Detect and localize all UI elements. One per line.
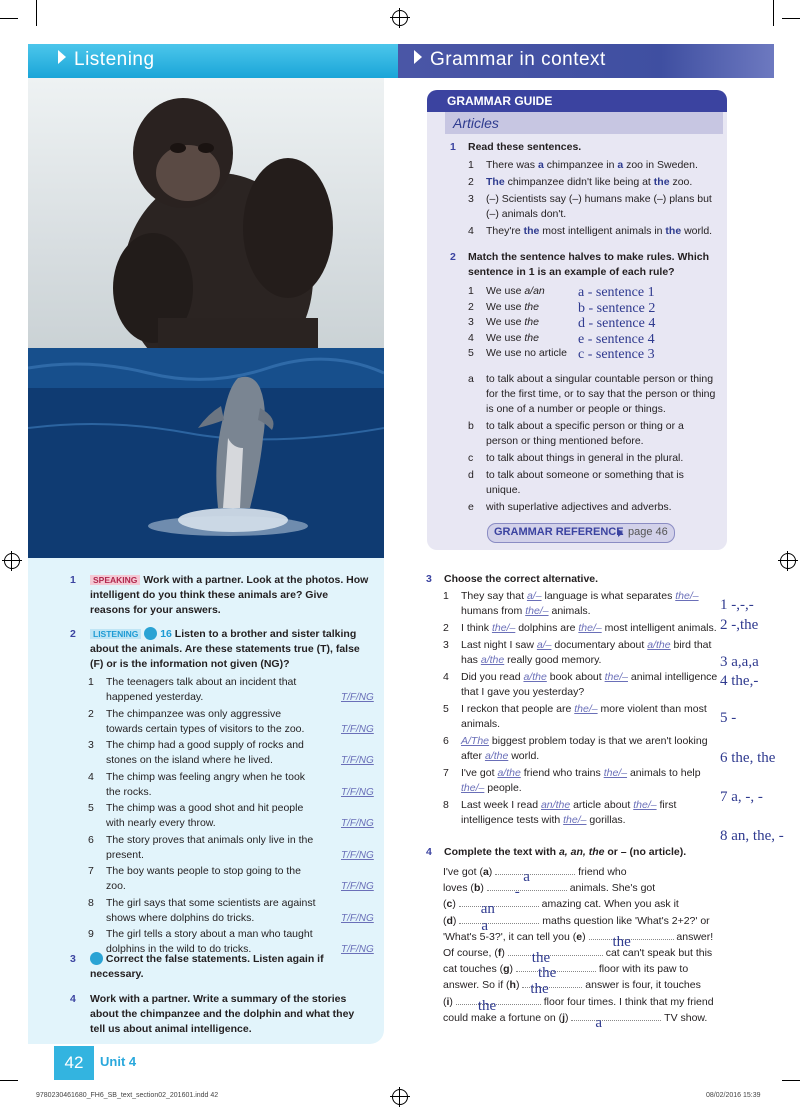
registration-mark-icon	[780, 553, 796, 569]
guide-q1-sentences	[468, 158, 723, 241]
item-number: 6	[443, 735, 449, 747]
arrow-right-icon	[618, 529, 623, 537]
rule-half-article: the	[524, 316, 539, 328]
rule-letter: c	[468, 452, 474, 464]
guide-sentence	[468, 175, 723, 190]
rule-half-text: We use	[486, 285, 525, 297]
rule-half-text: We use no article	[486, 347, 567, 359]
arrow-right-icon	[58, 50, 66, 64]
registration-mark-icon	[392, 10, 408, 26]
audio-track-icon[interactable]	[90, 952, 103, 965]
page-number: 42	[54, 1046, 94, 1080]
item-number: 5	[468, 347, 474, 359]
listening-header	[28, 44, 398, 78]
answer-i[interactable]: the	[477, 997, 497, 1014]
tfng-choice[interactable]: T/F/NG	[341, 723, 374, 735]
statement-text: The boy wants people to stop going to the zoo.	[106, 865, 301, 892]
rule-half	[468, 331, 723, 347]
animal-photo	[28, 78, 384, 558]
item-number: 3	[468, 316, 474, 328]
choice-text: They say that a/– language is what separates the/– humans from the/– animals.	[461, 590, 699, 617]
guide-sentence	[468, 224, 723, 239]
rule-half	[468, 346, 723, 362]
crop-mark	[773, 0, 774, 26]
statement-text: The girl tells a story about a man who taught dolphins in the wild to do tricks.	[106, 928, 313, 955]
choice-text: Last night I saw a/– documentary about a/the bird that has a/the really good memory.	[461, 639, 712, 666]
handwritten-answer: 4 the,-	[720, 673, 759, 689]
registration-mark-icon	[392, 1089, 408, 1105]
rule-letter: b	[468, 420, 474, 432]
statement-text: The chimpanzee was only aggressive towards certain types of visitors to the zoo.	[106, 707, 305, 735]
rule-text: to talk about someone or something that is unique.	[486, 469, 684, 496]
handwritten-answer: d - sentence 4	[578, 316, 656, 331]
crop-mark	[0, 18, 18, 19]
guide-sentence	[468, 192, 723, 222]
answer-d[interactable]: a	[481, 917, 489, 934]
crop-mark	[0, 1080, 18, 1081]
guide-q1: 1 Read these sentences.	[450, 141, 582, 153]
guide-sentence	[468, 158, 723, 173]
item-number: 1	[88, 676, 94, 688]
sentence-text: The chimpanzee didn't like being at the zoo.	[486, 176, 693, 188]
item-number: 3	[468, 193, 474, 205]
handwritten-answer: 6 the, the	[720, 750, 776, 766]
statement-item	[88, 833, 374, 863]
sentence-text: (–) Scientists say (–) humans make (–) plans but (–) animals don't.	[486, 193, 712, 220]
answer-h[interactable]: the	[530, 981, 549, 998]
rule-item	[468, 419, 718, 449]
rule-half-article: the	[524, 300, 539, 313]
handwritten-answer: e - sentence 4	[578, 331, 655, 347]
print-date: 08/02/2016 15:39	[706, 1092, 761, 1099]
rule-half-text: We use	[486, 316, 525, 328]
item-number: 4	[88, 770, 94, 783]
statement-text: The girl says that some scientists are against shows where dolphins do tricks.	[106, 896, 316, 924]
item-number: 2	[468, 300, 474, 313]
rule-item	[468, 372, 718, 417]
listening-title: Listening	[74, 49, 155, 70]
item-number: 5	[88, 802, 94, 814]
statement-text: The chimp was feeling angry when he took the rocks.	[106, 770, 306, 798]
right-q3: 3 Choose the correct alternative.	[426, 573, 599, 585]
choose-alternative-list	[443, 589, 723, 830]
audio-track-icon[interactable]	[144, 627, 157, 640]
handwritten-answer: 7 a, -, -	[720, 789, 763, 805]
tfng-choice[interactable]: T/F/NG	[341, 912, 374, 924]
item-number: 9	[88, 928, 94, 940]
choice-sentence	[443, 670, 726, 700]
choice-sentence	[443, 621, 726, 636]
answer-e[interactable]: the	[612, 933, 631, 950]
guide-q2-halves	[468, 284, 723, 362]
item-number: 7	[443, 767, 449, 779]
item-number: 8	[88, 896, 94, 909]
guide-q2-rules	[468, 372, 718, 517]
right-q4: 4 Complete the text with a, an, the or – (no article).	[426, 846, 687, 858]
crop-mark	[782, 18, 800, 19]
choice-sentence	[443, 798, 726, 828]
article-highlight: a	[537, 159, 544, 171]
tfng-choice[interactable]: T/F/NG	[341, 944, 374, 955]
item-number: 3	[443, 639, 449, 651]
rule-half-text: We use	[486, 331, 525, 344]
statement-text: The chimp was a good shot and hit people with nearly every throw.	[106, 802, 304, 829]
answer-b[interactable]: -	[514, 884, 520, 901]
rule-item	[468, 500, 718, 515]
statement-item	[88, 801, 374, 831]
handwritten-answer: a - sentence 1	[578, 285, 655, 300]
grammar-title: Grammar in context	[430, 49, 606, 70]
sentence-text: They're the most intelligent animals in the world.	[486, 225, 713, 237]
choice-sentence	[443, 638, 726, 668]
item-number: 2	[88, 707, 94, 720]
rule-half	[468, 284, 723, 300]
choice-sentence	[443, 702, 726, 732]
item-number: 4	[443, 671, 449, 683]
item-number: 1	[468, 159, 474, 171]
statement-text: The chimp had a good supply of rocks and stones on the island where he lived.	[106, 739, 304, 766]
article-highlight: The	[486, 176, 505, 188]
true-false-list	[88, 675, 378, 959]
statement-item	[88, 738, 374, 768]
registration-mark-icon	[4, 553, 20, 569]
left-q2: 2 LISTENING 16 Listen to a brother and sister talking about the animals. Are these statements true (T), false (F) or is the information not given (NG)?	[70, 628, 360, 670]
item-number: 2	[443, 622, 449, 634]
item-number: 1	[443, 590, 449, 602]
handwritten-answer: 5 -	[720, 710, 737, 726]
handwritten-answer: 2 -,the	[720, 617, 759, 633]
item-number: 3	[88, 739, 94, 751]
answer-g[interactable]: the	[537, 965, 557, 982]
rule-half	[468, 315, 723, 331]
rule-half-article: a/an	[524, 285, 545, 297]
item-number: 5	[443, 703, 449, 715]
choice-sentence	[443, 766, 726, 796]
article-highlight: the	[523, 225, 540, 237]
item-number: 6	[88, 833, 94, 846]
answer-f[interactable]: the	[531, 950, 551, 967]
choice-text: A/The biggest problem today is that we aren't looking after a/the world.	[461, 735, 708, 762]
item-number: 4	[468, 225, 474, 237]
statement-item	[88, 675, 374, 705]
rule-letter: e	[468, 501, 474, 513]
left-q4: 4 Work with a partner. Write a summary of the stories about the chimpanzee and the dolphin and what they tell us about animal intelligence.	[70, 993, 355, 1035]
handwritten-answer: 1 -,-,-	[720, 597, 754, 613]
handwritten-answer: 3 a,a,a	[720, 654, 759, 670]
chimpanzee-illustration	[113, 98, 333, 383]
gap-fill-text: I've got (a) a friend who loves (b) - animals. She's got (c) an amazing cat. When you ask it (d) a maths question like 'What's 2+2?' or 'What's 5-3?', it can tell you (e) the answer! Of course, (f) the cat can't speak but this cat touches (g) the floor with its paw to answer. So if (h) the answer is four, it touches (i) the floor four times. I think that my friend could make a fortune on (j) a TV show.	[443, 866, 714, 1031]
item-number: 7	[88, 865, 94, 877]
choice-text: Last week I read an/the article about the/– first intelligence tests with the/– gorillas.	[461, 799, 677, 826]
rule-half-text: We use	[486, 300, 525, 313]
rule-half	[468, 300, 723, 316]
choice-text: I think the/– dolphins are the/– most intelligent animals.	[461, 622, 717, 634]
crop-mark	[782, 1080, 800, 1081]
item-number: 8	[443, 799, 449, 811]
handwritten-answer: b - sentence 2	[578, 300, 656, 316]
handwritten-answer: c - sentence 3	[578, 347, 655, 362]
speaking-tag: SPEAKING	[90, 575, 140, 585]
item-number: 2	[468, 176, 474, 188]
choice-text: Did you read a/the book about the/– animal intelligence that I gave you yesterday?	[461, 671, 718, 698]
choice-sentence	[443, 734, 726, 764]
choice-sentence	[443, 589, 726, 619]
rule-item	[468, 451, 718, 466]
item-number: 1	[468, 285, 474, 297]
rule-text: to talk about a specific person or thing or a person or thing mentioned before.	[486, 420, 684, 447]
statement-item	[88, 896, 374, 926]
listening-tag: LISTENING	[90, 629, 141, 639]
tfng-choice[interactable]: T/F/NG	[341, 818, 374, 829]
arrow-right-icon	[414, 50, 422, 64]
statement-text: The story proves that animals only live in the present.	[106, 833, 314, 861]
answer-a[interactable]: a	[523, 869, 530, 885]
tfng-choice[interactable]: T/F/NG	[341, 786, 374, 798]
article-highlight: the	[665, 225, 682, 237]
track-number: 16	[160, 628, 172, 640]
statement-item	[88, 864, 374, 894]
guide-q2: 2 Match the sentence halves to make rules. Which sentence in 1 is an example of each rule?	[450, 251, 709, 278]
grammar-guide-title: GRAMMAR GUIDE	[427, 90, 727, 112]
handwritten-answer: 8 an, the, -	[720, 828, 784, 844]
statement-text: The teenagers talk about an incident that happened yesterday.	[106, 676, 297, 703]
rule-text: with superlative adjectives and adverbs.	[486, 501, 672, 513]
left-q3: 3 Correct the false statements. Listen again if necessary.	[70, 953, 324, 980]
rule-half-article: the	[524, 331, 539, 344]
rule-letter: d	[468, 469, 474, 481]
answer-j[interactable]: a	[595, 1014, 603, 1031]
rule-text: to talk about a singular countable person or thing for the first time, or to say that the person or thing is one of a number or people or things.	[486, 373, 716, 415]
article-highlight: a	[617, 159, 624, 171]
left-q1: 1 SPEAKING Work with a partner. Look at the photos. How intelligent do you think these animals are? Give reasons for your answers.	[70, 574, 369, 616]
choice-text: I've got a/the friend who trains the/– animals to help the/– people.	[461, 767, 701, 794]
article-highlight: the	[653, 176, 670, 188]
tfng-choice[interactable]: T/F/NG	[341, 849, 374, 861]
tfng-choice[interactable]: T/F/NG	[341, 755, 374, 766]
grammar-reference-button[interactable]: GRAMMAR REFERENCE page 46	[487, 523, 675, 543]
file-info: 9780230461680_FH6_SB_text_section02_201601.indd 42	[36, 1092, 219, 1099]
rule-item	[468, 468, 718, 498]
tfng-choice[interactable]: T/F/NG	[341, 881, 374, 892]
answer-c[interactable]: an	[480, 901, 495, 918]
rule-letter: a	[468, 373, 474, 385]
unit-label: Unit 4	[100, 1054, 137, 1069]
rule-text: to talk about things in general in the plural.	[486, 452, 684, 464]
statement-item	[88, 707, 374, 737]
grammar-header	[398, 44, 774, 78]
choice-text: I reckon that people are the/– more violent than most animals.	[461, 703, 707, 730]
crop-mark	[36, 0, 37, 26]
grammar-guide-subtitle: Articles	[445, 112, 723, 134]
tfng-choice[interactable]: T/F/NG	[341, 692, 374, 703]
statement-item	[88, 770, 374, 800]
item-number: 4	[468, 331, 474, 344]
sentence-text: There was a chimpanzee in a zoo in Sweden.	[486, 159, 698, 171]
